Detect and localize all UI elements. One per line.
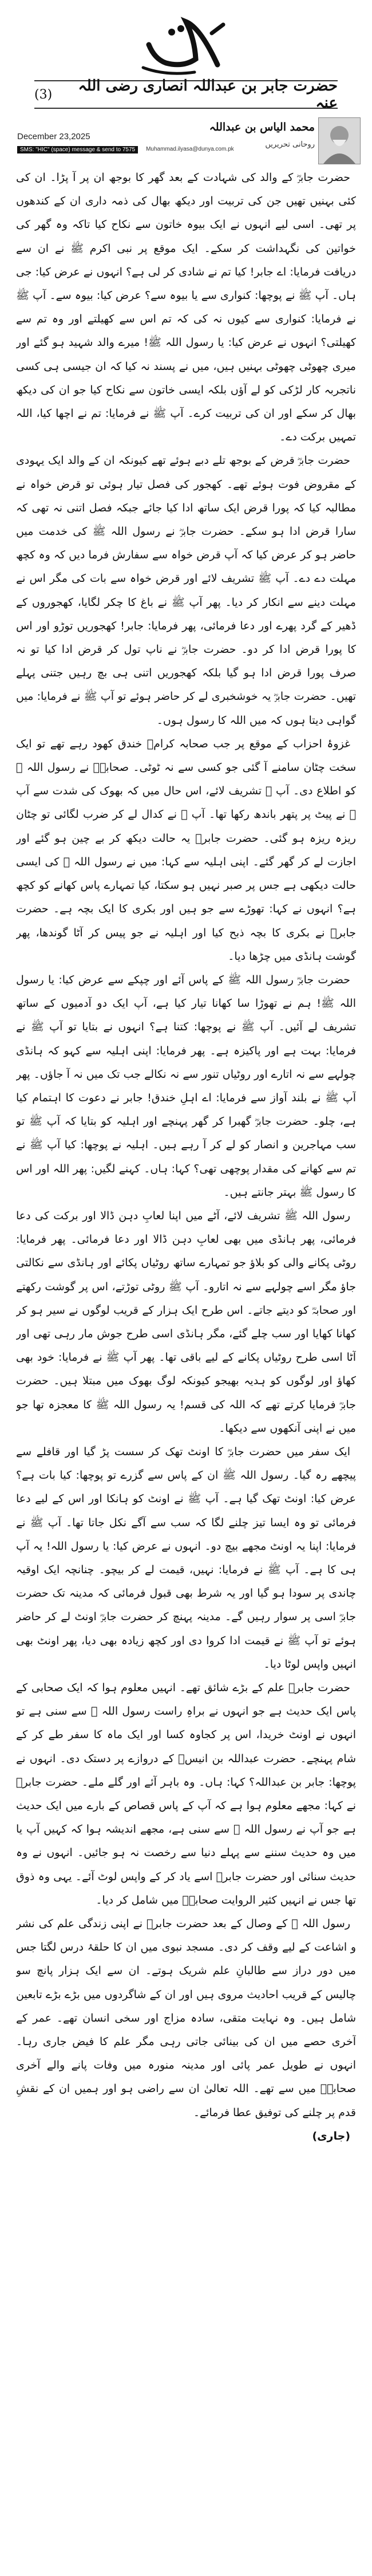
paragraph: ایک سفر میں حضرت جابرؓ کا اونٹ تھک کر سست پڑ گیا اور قافلے سے پیچھے رہ گیا۔ رسول اللہ ﷺ ان کے پاس سے گزرے تو پوچھا: کیا بات ہے؟ عرض کیا: اونٹ تھک گیا ہے۔ آپ ﷺ نے اونٹ کو ہانکا اور اس کے لیے دعا فرمائی تو وہ ایسا تیز چلنے لگا کہ سب سے آگے نکل جاتا تھا۔ آپ ﷺ نے فرمایا: اپنا یہ اونٹ مجھے بیچ دو۔ انہوں نے عرض کیا: یا رسول اللہ! یہ آپ ہی کا ہے۔ آپ ﷺ نے فرمایا: نہیں، قیمت لے کر بیچو۔ چنانچہ ایک اوقیہ چاندی پر سودا ہو گیا اور یہ شرط بھی قبول فرمائی کہ مدینہ تک حضرت جابرؓ اسی پر سوار رہیں گے۔ مدینہ پہنچ کر حضرت جابرؓ اونٹ لے کر حاضر ہوئے تو آپ ﷺ نے قیمت ادا کروا دی اور کچھ زیادہ بھی دیا، پھر اونٹ بھی انہیں واپس لوٹا دیا۔ [16, 1445, 356, 1671]
author-email: Muhammad.ilyasa@dunya.com.pk [146, 146, 234, 152]
author-category: روحانی تحریریں [265, 140, 315, 149]
author-portrait-icon [319, 118, 360, 164]
column-title: حضرت جابر بن عبداللہ انصاری رضی اللہ عنہ [78, 77, 338, 112]
sms-label: SMS: "HIC" (space) message & send to 7575 [17, 146, 138, 153]
masthead [0, 0, 372, 120]
author-name: محمد الیاس بن عبداللہ [209, 121, 315, 133]
paragraph: غزوۂ احزاب کے موقع پر جب صحابہ کرامؓ خندق کھود رہے تھے تو ایک سخت چٹان سامنے آ گئی جو کسی سے نہ ٹوٹی۔ صحابہؓ نے رسول اللہ ﷺ کو اطلاع دی۔ آپ ﷺ تشریف لائے، اس حال میں کہ بھوک کی شدت سے آپ ﷺ نے پیٹ پر پتھر باندھ رکھا تھا۔ آپ ﷺ نے کدال لے کر ضرب لگائی تو چٹان ریزہ ریزہ ہو گئی۔ حضرت جابرؓ یہ حالت دیکھ کر بے چین ہو گئے اور اجازت لے کر گھر گئے۔ اپنی اہلیہ سے کہا: میں نے رسول اللہ ﷺ کی ایسی حالت دیکھی ہے جس پر صبر نہیں ہو سکتا، کیا تمہارے پاس کھانے کو کچھ ہے؟ انہوں نے کہا: تھوڑے سے جو ہیں اور بکری کا ایک بچہ ہے۔ حضرت جابرؓ نے بکری کا بچہ ذبح کیا اور اہلیہ نے جو پیس کر آٹا گوندھا، پھر گوشت ہانڈی میں چڑھا دیا۔ [16, 737, 356, 963]
sms-strip [17, 146, 263, 153]
author-photo [318, 117, 361, 164]
paragraph: حضرت جابرؓ قرض کے بوجھ تلے دبے ہوئے تھے کیونکہ ان کے والد ایک یہودی کے مقروض فوت ہوئے تھے۔ کھجور کی فصل تیار ہوئی تو قرض خواہ نے مطالبہ کیا کہ پورا قرض ایک ساتھ ادا کیا جائے جبکہ فصل اتنی نہ تھی کہ سارا قرض ادا ہو سکے۔ حضرت جابرؓ نے رسول اللہ ﷺ کی خدمت میں حاضر ہو کر عرض کیا کہ آپ قرض خواہ سے سفارش فرما دیں کہ وہ کچھ مہلت دے دے۔ آپ ﷺ تشریف لائے اور قرض خواہ سے بات کی مگر اس نے مہلت دینے سے انکار کر دیا۔ پھر آپ ﷺ نے باغ کا چکر لگایا، کھجوروں کے ڈھیر کے گرد پھرے اور دعا فرمائی، پھر فرمایا: جابر! کھجوریں توڑو اور اس کا پورا قرض ادا کر دو۔ حضرت جابرؓ نے ناپ تول کر قرض ادا کیا تو نہ صرف پورا قرض ادا ہو گیا بلکہ کھجوریں اتنی ہی بچ رہیں جتنی پہلے تھیں۔ حضرت جابرؓ یہ خوشخبری لے کر حاضر ہوئے تو آپ ﷺ نے فرمایا: میں گواہی دیتا ہوں کہ میں اللہ کا رسول ہوں۔ [16, 454, 356, 727]
article-body [16, 166, 356, 2560]
column-title-banner [34, 77, 338, 112]
paragraph: حضرت جابرؓ علم کے بڑے شائق تھے۔ انہیں معلوم ہوا کہ ایک صحابی کے پاس ایک حدیث ہے جو انہوں نے براہِ راست رسول اللہ ﷺ سے سنی ہے تو انہوں نے اونٹ خریدا، اس پر کجاوہ کسا اور ایک ماہ کا سفر طے کر کے شام پہنچے۔ حضرت عبداللہ بن انیسؓ کے دروازے پر دستک دی۔ انہوں نے پوچھا: جابر بن عبداللہ؟ کہا: ہاں۔ وہ باہر آئے اور گلے ملے۔ حضرت جابرؓ نے کہا: مجھے معلوم ہوا ہے کہ آپ کے پاس قصاص کے بارے میں ایک حدیث ہے جو آپ نے رسول اللہ ﷺ سے سنی ہے، مجھے اندیشہ ہوا کہ کہیں آپ یا میں وہ حدیث سننے سے پہلے دنیا سے رخصت نہ ہو جائیں۔ انہوں نے وہ حدیث سنائی اور حضرت جابرؓ اسے یاد کر کے واپس لوٹ آئے۔ یہی وہ ذوق تھا جس نے انہیں کثیر الروایت صحابہؓ میں شامل کر دیا۔ [16, 1681, 356, 1907]
continued-marker: (جاری) [312, 2129, 350, 2142]
paragraph: حضرت جابرؓ رسول اللہ ﷺ کے پاس آئے اور چپکے سے عرض کیا: یا رسول اللہ ﷺ! ہم نے تھوڑا سا کھانا تیار کیا ہے، آپ ایک دو آدمیوں کے ساتھ تشریف لے آئیں۔ آپ ﷺ نے پوچھا: کتنا ہے؟ انہوں نے بتایا تو آپ ﷺ نے فرمایا: بہت ہے اور پاکیزہ ہے۔ پھر فرمایا: اپنی اہلیہ سے کہو کہ ہانڈی چولہے سے نہ اتارے اور روٹیاں تنور سے نہ نکالے جب تک میں نہ آ جاؤں۔ پھر آپ ﷺ نے بلند آواز سے فرمایا: اے اہلِ خندق! جابر نے دعوت کا اہتمام کیا ہے، چلو۔ حضرت جابرؓ گھبرا کر گھر پہنچے اور اہلیہ کو بتایا کہ آپ ﷺ تو سب مہاجرین و انصار کو لے کر آ رہے ہیں۔ اہلیہ نے پوچھا: کیا آپ ﷺ نے تم سے کھانے کی مقدار پوچھی تھی؟ کہا: ہاں۔ کہنے لگیں: پھر اللہ اور اس کا رسول ﷺ بہتر جانتے ہیں۔ [16, 973, 356, 1199]
dateline: December 23,2025 [17, 132, 90, 141]
newspaper-logo [132, 10, 240, 79]
dunya-logo-icon [132, 10, 240, 79]
paragraph: رسول اللہ ﷺ کے وصال کے بعد حضرت جابرؓ نے اپنی زندگی علم کی نشر و اشاعت کے لیے وقف کر دی۔ مسجد نبوی میں ان کا حلقۂ درس لگتا جس میں دور دراز سے طالبانِ علم شریک ہوتے۔ ان سے ایک ہزار پانچ سو چالیس کے قریب احادیث مروی ہیں اور ان کے شاگردوں میں بڑے بڑے تابعین شامل ہیں۔ وہ نہایت متقی، سادہ مزاج اور سخی انسان تھے۔ عمر کے آخری حصے میں ان کی بینائی جاتی رہی مگر علم کا فیض جاری رہا۔ انہوں نے طویل عمر پائی اور مدینہ منورہ میں وفات پانے والے آخری صحابہؓ میں سے تھے۔ اللہ تعالیٰ ان سے راضی ہو اور ہمیں ان کے نقشِ قدم پر چلنے کی توفیق عطا فرمائے۔ [16, 1917, 356, 2119]
paragraph: حضرت جابرؓ کے والد کی شہادت کے بعد گھر کا بوجھ ان پر آ پڑا۔ ان کی کئی بہنیں تھیں جن کی تربیت اور دیکھ بھال کی ذمہ داری ان کے کندھوں پر تھی۔ اسی لیے انہوں نے ایک بیوہ خاتون سے نکاح کیا تاکہ وہ گھر کی خواتین کی نگہداشت کر سکے۔ ایک موقع پر نبی اکرم ﷺ نے ان سے دریافت فرمایا: اے جابر! کیا تم نے شادی کر لی ہے؟ انہوں نے عرض کیا: جی ہاں۔ آپ ﷺ نے پوچھا: کنواری سے یا بیوہ سے؟ عرض کیا: بیوہ سے۔ آپ ﷺ نے فرمایا: کنواری سے کیوں نہ کی کہ تم اس سے کھیلتے اور وہ تم سے کھیلتی؟ انہوں نے عرض کیا: یا رسول اللہ ﷺ! میرے والد شہید ہو گئے اور میری چھوٹی چھوٹی بہنیں ہیں، میں نے پسند نہ کیا کہ ان جیسی ہی کسی ناتجربہ کار لڑکی کو لے آؤں بلکہ ایسی خاتون سے نکاح کیا جو ان کی دیکھ بھال کر سکے اور ان کی تربیت کرے۔ آپ ﷺ نے فرمایا: تم نے اچھا کیا، اللہ تمہیں برکت دے۔ [16, 171, 356, 444]
paragraph: رسول اللہ ﷺ تشریف لائے، آٹے میں اپنا لعابِ دہن ڈالا اور برکت کی دعا فرمائی، پھر ہانڈی میں بھی لعابِ دہن ڈالا اور دعا فرمائی۔ پھر فرمایا: روٹی پکانے والی کو بلاؤ جو تمہارے ساتھ روٹیاں پکائے اور ہانڈی سے نکالتی جاؤ مگر اسے چولہے سے نہ اتارو۔ آپ ﷺ روٹی توڑتے، اس پر گوشت رکھتے اور صحابہؓ کو دیتے جاتے۔ اس طرح ایک ہزار کے قریب لوگوں نے سیر ہو کر کھانا کھایا اور سب چلے گئے، مگر ہانڈی اسی طرح جوش مار رہی تھی اور آٹا اسی طرح روٹیاں پکانے کے لیے باقی تھا۔ پھر آپ ﷺ نے فرمایا: خود بھی کھاؤ اور لوگوں کو ہدیہ بھیجو کیونکہ لوگ بھوک میں مبتلا ہیں۔ حضرت جابرؓ فرمایا کرتے تھے کہ اللہ کی قسم! یہ رسول اللہ ﷺ کا معجزہ تھا جو میں نے اپنی آنکھوں سے دیکھا۔ [16, 1209, 356, 1435]
column-part-number: (3) [34, 87, 53, 102]
